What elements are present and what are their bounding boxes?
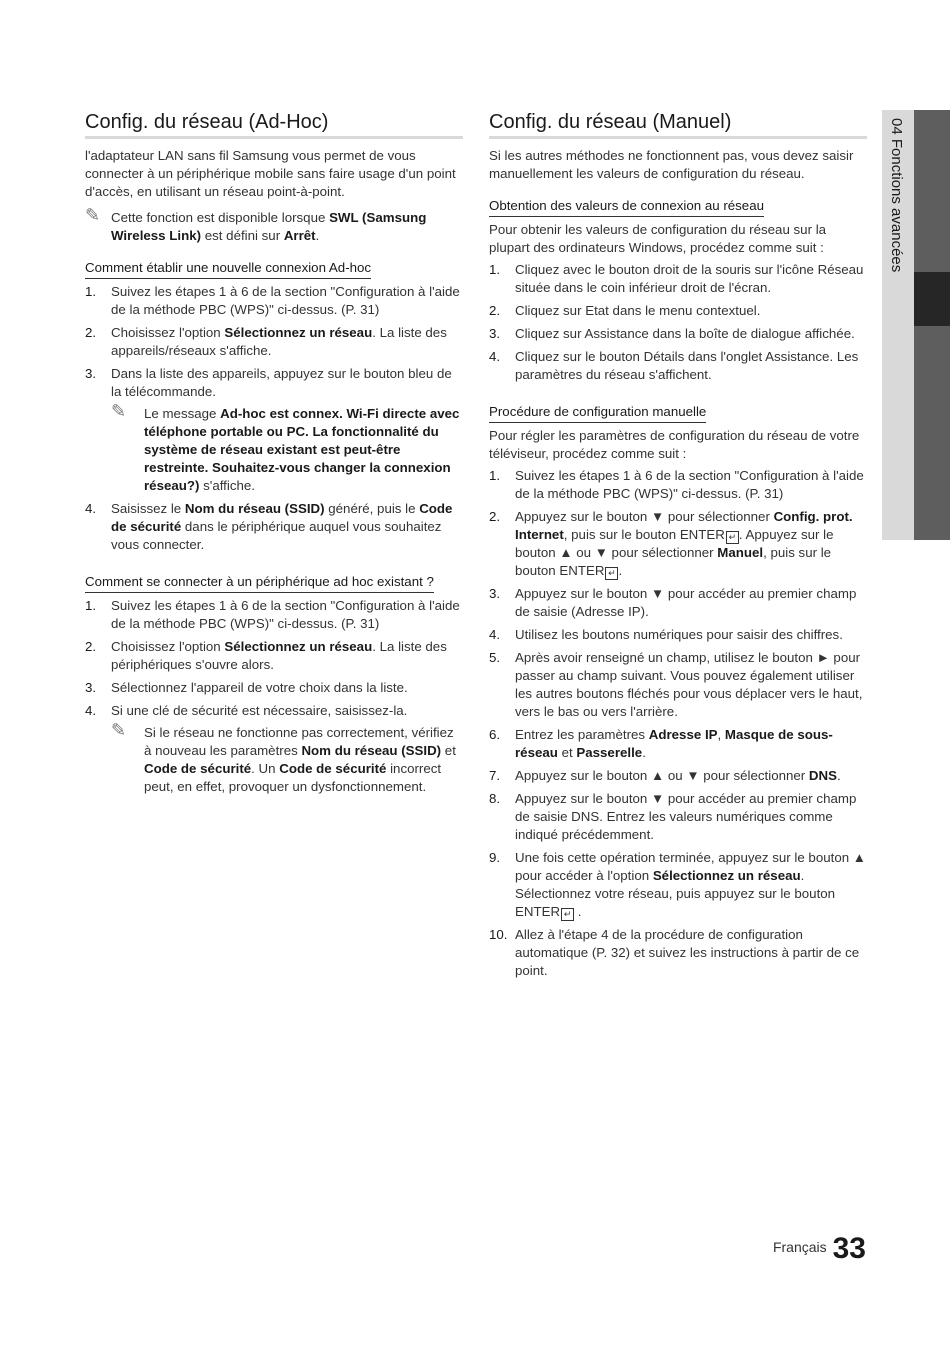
list-item: 3. Cliquez sur Assistance dans la boîte de dialogue affichée. (489, 326, 855, 341)
list-item: 3. Dans la liste des appareils, appuyez sur le bouton bleu de la télécommande. ✎ Le message Ad-hoc est connex. Wi-Fi directe avec téléphone portable ou PC. La fonctionnalité du système de réseau existant est peut-être restreinte. Souhaitez-vous changer la connexion réseau?) s'affiche. (85, 365, 463, 495)
section-title-adhoc: Config. du réseau (Ad-Hoc) (85, 110, 463, 139)
list-item: 1. Suivez les étapes 1 à 6 de la section "Configuration à l'aide de la méthode PBC (WPS)" ci-dessus. (P. 31) (489, 468, 864, 501)
footer-language: Français (772, 1239, 827, 1255)
list-item: 1. Cliquez avec le bouton droit de la souris sur l'icône Réseau située dans le coin inférieur droit de l'écran. (489, 262, 864, 295)
enter-key-icon: ↵ (726, 531, 739, 544)
network-values-intro: Pour obtenir les valeurs de configuration du réseau sur la plupart des ordinateurs Windows, procédez comme suit : (489, 222, 827, 255)
enter-key-icon: ↵ (561, 908, 574, 921)
list-item: 4. Si une clé de sécurité est nécessaire, saisissez-la. ✎ Si le réseau ne fonctionne pas correctement, vérifiez à nouveau les paramètres Nom du réseau (SSID) et Code de sécurité. Un Code de sécurité incorrect peut, en effet, provoquer un dysfonctionnement. (85, 702, 463, 796)
subheading-network-values: Obtention des valeurs de connexion au réseau (489, 197, 764, 217)
list-item: 1. Suivez les étapes 1 à 6 de la section "Configuration à l'aide de la méthode PBC (WPS)" ci-dessus. (P. 31) (85, 284, 460, 317)
list-item: 2. Cliquez sur Etat dans le menu contextuel. (489, 303, 761, 318)
list-item: 9. Une fois cette opération terminée, appuyez sur le bouton ▲ pour accéder à l'option Sélectionnez un réseau. Sélectionnez votre réseau, puis appuyez sur le bouton ENTER ↵ . (489, 850, 866, 919)
section-title-manual: Config. du réseau (Manuel) (489, 110, 867, 139)
chapter-side-tab-label: 04 Fonctions avancées (888, 118, 905, 273)
subheading-existing-adhoc: Comment se connecter à un périphérique ad hoc existant ? (85, 573, 434, 593)
list-item: 3. Sélectionnez l'appareil de votre choix dans la liste. (85, 680, 408, 695)
list-item: 3. Appuyez sur le bouton ▼ pour accéder au premier champ de saisie (Adresse IP). (489, 586, 857, 619)
list-item: 4. Cliquez sur le bouton Détails dans l'onglet Assistance. Les paramètres du réseau s'affichent. (489, 349, 859, 382)
list-item: 7. Appuyez sur le bouton ▲ ou ▼ pour sélectionner DNS. (489, 768, 841, 783)
manual-intro: Si les autres méthodes ne fonctionnent pas, vous devez saisir manuellement les valeurs de configuration du réseau. (489, 148, 854, 181)
list-item: 2. Appuyez sur le bouton ▼ pour sélectionner Config. prot. Internet, puis sur le bouton ENTER ↵ . Appuyez sur le bouton ▲ ou ▼ pour sélectionner Manuel, puis sur le bouton ENTER ↵ . (489, 509, 853, 578)
list-item: 4. Saisissez le Nom du réseau (SSID) généré, puis le Code de sécurité dans le périphérique auquel vous souhaitez vous connecter. (85, 501, 453, 552)
subheading-new-adhoc: Comment établir une nouvelle connexion Ad-hoc (85, 259, 371, 279)
chapter-side-tab-marker (914, 272, 950, 326)
list-item: 4. Utilisez les boutons numériques pour saisir des chiffres. (489, 627, 843, 642)
list-item: 1. Suivez les étapes 1 à 6 de la section "Configuration à l'aide de la méthode PBC (WPS)" ci-dessus. (P. 31) (85, 598, 460, 631)
adhoc-note: ✎ Cette fonction est disponible lorsque SWL (Samsung Wireless Link) est défini sur Arrêt. (85, 205, 427, 243)
manual-procedure-intro: Pour régler les paramètres de configuration du réseau de votre téléviseur, procédez comme suit : (489, 428, 860, 461)
step-note: ✎ Si le réseau ne fonctionne pas correctement, vérifiez à nouveau les paramètres Nom du réseau (SSID) et Code de sécurité. Un Code de sécurité incorrect peut, en effet, provoquer un dysfonctionnement. (111, 720, 456, 794)
list-item: 10. Allez à l'étape 4 de la procédure de configuration automatique (P. 32) et suivez les instructions à partir de ce point. (489, 927, 860, 978)
pencil-note-icon: ✎ (111, 401, 127, 421)
enter-key-icon: ↵ (605, 567, 618, 580)
existing-adhoc-steps (85, 597, 463, 796)
subheading-manual-procedure: Procédure de configuration manuelle (489, 403, 706, 423)
pencil-note-icon: ✎ (111, 720, 127, 740)
new-adhoc-steps (85, 283, 463, 554)
pencil-note-icon: ✎ (85, 205, 101, 225)
network-values-steps (489, 261, 867, 384)
list-item: 8. Appuyez sur le bouton ▼ pour accéder au premier champ de saisie DNS. Entrez les valeurs numériques comme indiqué précédemment. (489, 791, 857, 842)
adhoc-intro: l'adaptateur LAN sans fil Samsung vous permet de vous connecter à un périphérique mobile sans faire usage d'un point d'accès, en utilisant un réseau point-à-point. (85, 148, 456, 199)
step-note: ✎ Le message Ad-hoc est connex. Wi-Fi directe avec téléphone portable ou PC. La fonctionnalité du système de réseau existant est peut-être restreinte. Souhaitez-vous changer la connexion réseau?) s'affiche. (111, 401, 460, 493)
list-item: 2. Choisissez l'option Sélectionnez un réseau. La liste des périphériques s'ouvre alors. (85, 639, 447, 672)
list-item: 2. Choisissez l'option Sélectionnez un réseau. La liste des appareils/réseaux s'affiche. (85, 325, 447, 358)
list-item: 6. Entrez les paramètres Adresse IP, Masque de sous-réseau et Passerelle. (489, 727, 833, 760)
right-column (489, 110, 867, 985)
page-footer (773, 1232, 866, 1266)
left-column (85, 110, 463, 801)
list-item: 5. Après avoir renseigné un champ, utilisez le bouton ► pour passer au champ suivant. Vous pouvez également utiliser les autres boutons fléchés pour vous déplacer vers le haut, vers le bas ou vers l'arrière. (489, 650, 863, 719)
page-number: 33 (832, 1232, 866, 1265)
manual-procedure-steps (489, 467, 867, 980)
